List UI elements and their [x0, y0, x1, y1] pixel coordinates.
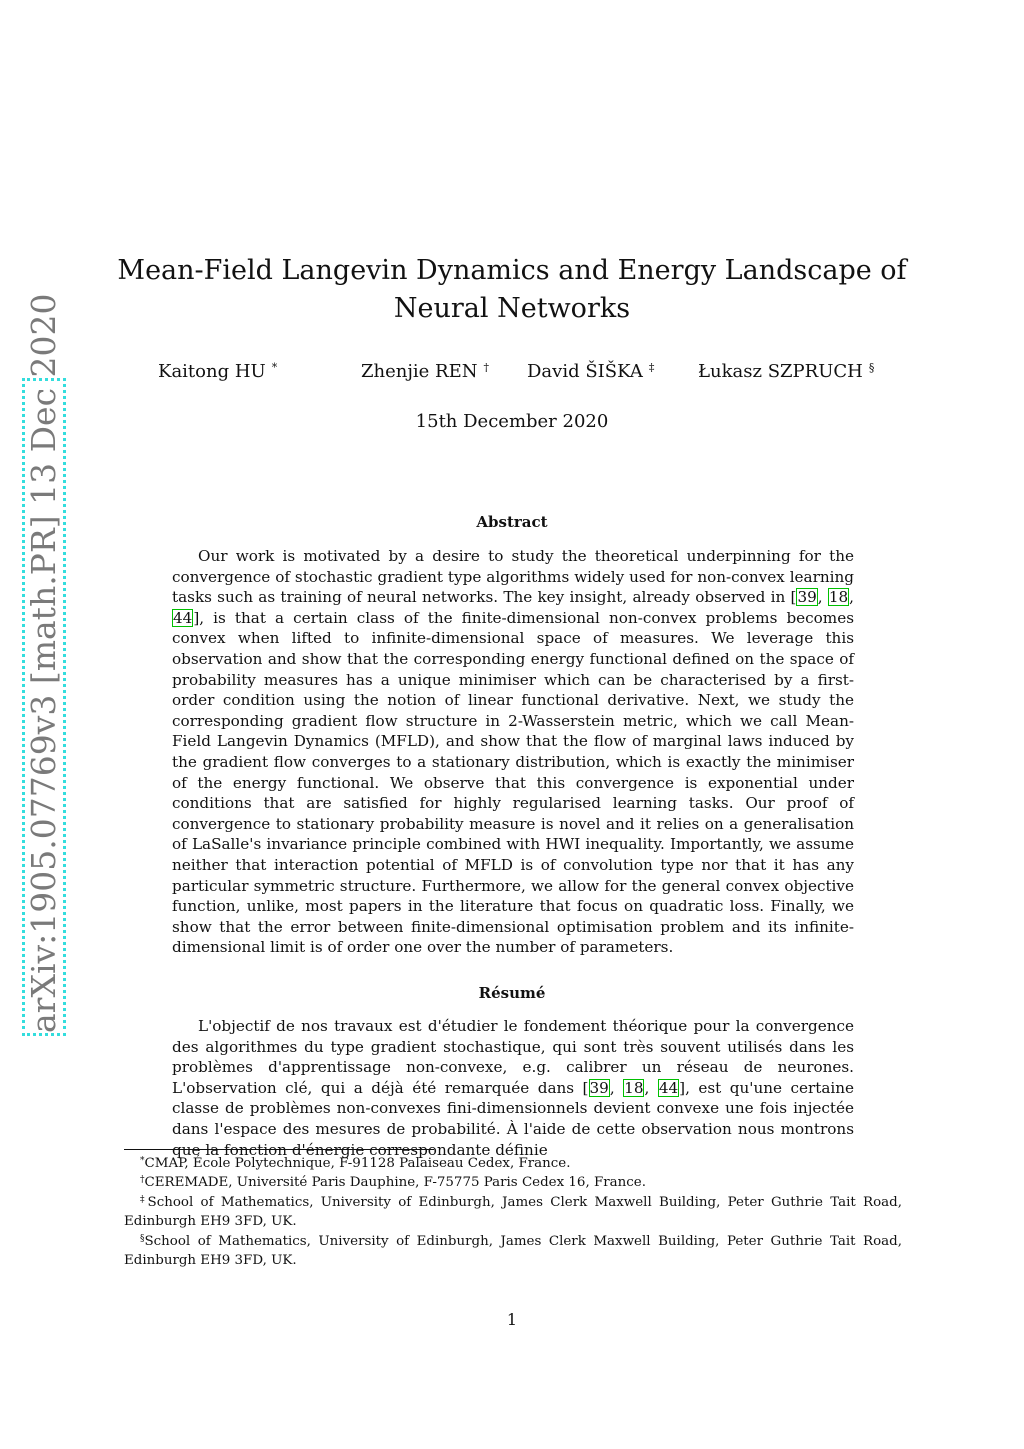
author-footnote-mark[interactable]: *	[271, 361, 278, 374]
footnote-mark: †	[140, 1175, 145, 1186]
abstract-text-end: ], is that a certain class of the finite-dimensional non-convex problems becomes convex when lifted to infinite-dimensional space of measures. We leverage this observation and show that the corresponding energy functional defined on the space of probability measures has a unique minimiser which can be characterised by a first-order condition using the notion of linear functional derivative. Next, we study the corresponding gradient flow structure in 2-Wasserstein metric, which we call Mean-Field Langevin Dynamics (MFLD), and show that the flow of marginal laws induced by the gradient flow converges to a stationary distribution, which is exactly the minimiser of the energy functional. We observe that this convergence is exponential under conditions that are satisfied for highly regularised learning tasks. Our proof of convergence to stationary probability measure is novel and it relies on a generalisation of LaSalle's invariance principle combined with HWI inequality. Importantly, we assume neither that interaction potential of MFLD is of convolution type nor that it has any particular symmetric structure. Furthermore, we allow for the general convex objective function, unlike, most papers in the literature that focus on quadratic loss. Finally, we show that the error between finite-dimensional optimisation problem and its infinite-dimensional limit is of order one over the number of parameters.	[172, 608, 854, 957]
author-name: Łukasz SZPRUCH	[698, 361, 863, 382]
author-name: Kaitong HU	[158, 361, 266, 382]
footnote-mark: ‡	[140, 1194, 148, 1205]
author-1	[158, 360, 277, 384]
citation-link[interactable]: 44	[658, 1078, 679, 1097]
abstract-heading: Abstract	[476, 513, 548, 531]
author-footnote-mark[interactable]: §	[868, 361, 875, 374]
citation-link[interactable]: 39	[797, 588, 817, 607]
citation-link[interactable]: 39	[589, 1078, 609, 1097]
footnote-mark: §	[140, 1233, 145, 1244]
footnote-4	[124, 1232, 902, 1271]
page-number: 1	[506, 1310, 518, 1329]
resume-text-end: ], est qu'une certaine classe de problèmes non-convexes fini-dimensionnels devient convexe une fois injectée dans l'espace des mesures de probabilité. À l'aide de cette observation nous montrons que la fonction d'énergie correspondante définie	[172, 1078, 855, 1159]
publication-date: 15th December 2020	[415, 411, 609, 432]
abstract-body: Our work is motivated by a desire to study the theoretical underpinning for the convergence of stochastic gradient type algorithms widely used for non-convex learning tasks such as training of neural networks. The key insight, already observed in [39, 18, 44], is that a certain class of the finite-dimensional non-convex problems becomes convex when lifted to infinite-dimensional space of measures. We leverage this observation and show that the corresponding energy functional defined on the space of probability measures has a unique minimiser which can be characterised by a first-order condition using the notion of linear functional derivative. Next, we study the corresponding gradient flow structure in 2-Wasserstein metric, which we call Mean-Field Langevin Dynamics (MFLD), and show that the flow of marginal laws induced by the gradient flow converges to a stationary distribution, which is exactly the minimiser of the energy functional. We observe that this convergence is exponential under conditions that are satisfied for highly regularised learning tasks. Our proof of convergence to stationary probability measure is novel and it relies on a generalisation of LaSalle's invariance principle combined with HWI inequality. Importantly, we assume neither that interaction potential of MFLD is of convolution type nor that it has any particular symmetric structure. Furthermore, we allow for the general convex objective function, unlike, most papers in the literature that focus on quadratic loss. Finally, we show that the error between finite-dimensional optimisation problem and its infinite-dimensional limit is of order one over the number of parameters.	[172, 547, 854, 957]
footnote-separator	[124, 1149, 434, 1150]
resume-body: L'objectif de nos travaux est d'étudier le fondement théorique pour la convergence des algorithmes du type gradient stochastique, qui sont très souvent utilisés dans les problèmes d'apprentissage non-convexe, e.g. calibrer un réseau de neurones. L'observation clé, qui a déjà été remarquée dans [39, 18, 44], est qu'une certaine classe de problèmes non-convexes fini-dimensionnels devient convexe une fois injectée dans l'espace des mesures de probabilité. À l'aide de cette observation nous montrons que la fonction d'énergie correspondante définie	[172, 1017, 855, 1159]
citation-link[interactable]: 18	[828, 588, 849, 607]
footnote-3	[124, 1193, 902, 1232]
author-3	[527, 360, 654, 384]
footnote-mark: *	[140, 1156, 145, 1166]
resume-text-start: L'objectif de nos travaux est d'étudier le fondement théorique pour la convergence des algorithmes du type gradient stochastique, qui sont très souvent utilisés dans les problèmes d'apprentissage non-convexe, e.g. calibrer un réseau de neurones. L'observation clé, qui a déjà été remarquée dans [	[172, 1017, 854, 1097]
footnotes	[124, 1154, 902, 1270]
citation-link[interactable]: 18	[624, 1078, 644, 1097]
abstract-text-start: Our work is motivated by a desire to study the theoretical underpinning for the convergence of stochastic gradient type algorithms widely used for non-convex learning tasks such as training of neural networks. The key insight, already observed in [	[172, 547, 854, 607]
author-4	[698, 360, 874, 384]
footnote-1	[124, 1154, 902, 1173]
footnote-text: School of Mathematics, University of Edinburgh, James Clerk Maxwell Building, Peter Guthrie Tait Road, Edinburgh EH9 3FD, UK.	[124, 1194, 902, 1230]
footnote-text: CEREMADE, Université Paris Dauphine, F-75775 Paris Cedex 16, France.	[144, 1175, 646, 1191]
author-footnote-mark[interactable]: †	[483, 361, 489, 374]
arxiv-identifier-stamp: arXiv:1905.07769v3 [math.PR] 13 Dec 2020	[22, 378, 66, 1036]
author-footnote-mark[interactable]: ‡	[648, 361, 655, 374]
author-name: David ŠIŠKA	[527, 361, 643, 382]
footnote-text: CMAP, École Polytechnique, F-91128 Palaiseau Cedex, France.	[144, 1156, 571, 1171]
footnote-text: School of Mathematics, University of Edinburgh, James Clerk Maxwell Building, Peter Guthrie Tait Road, Edinburgh EH9 3FD, UK.	[124, 1233, 902, 1269]
resume-heading: Résumé	[478, 984, 546, 1002]
author-name: Zhenjie REN	[361, 361, 478, 382]
author-2	[361, 360, 489, 384]
paper-title: Mean-Field Langevin Dynamics and Energy Landscape of Neural Networks	[117, 255, 907, 324]
citation-link[interactable]: 44	[173, 608, 193, 627]
footnote-2	[124, 1173, 902, 1192]
